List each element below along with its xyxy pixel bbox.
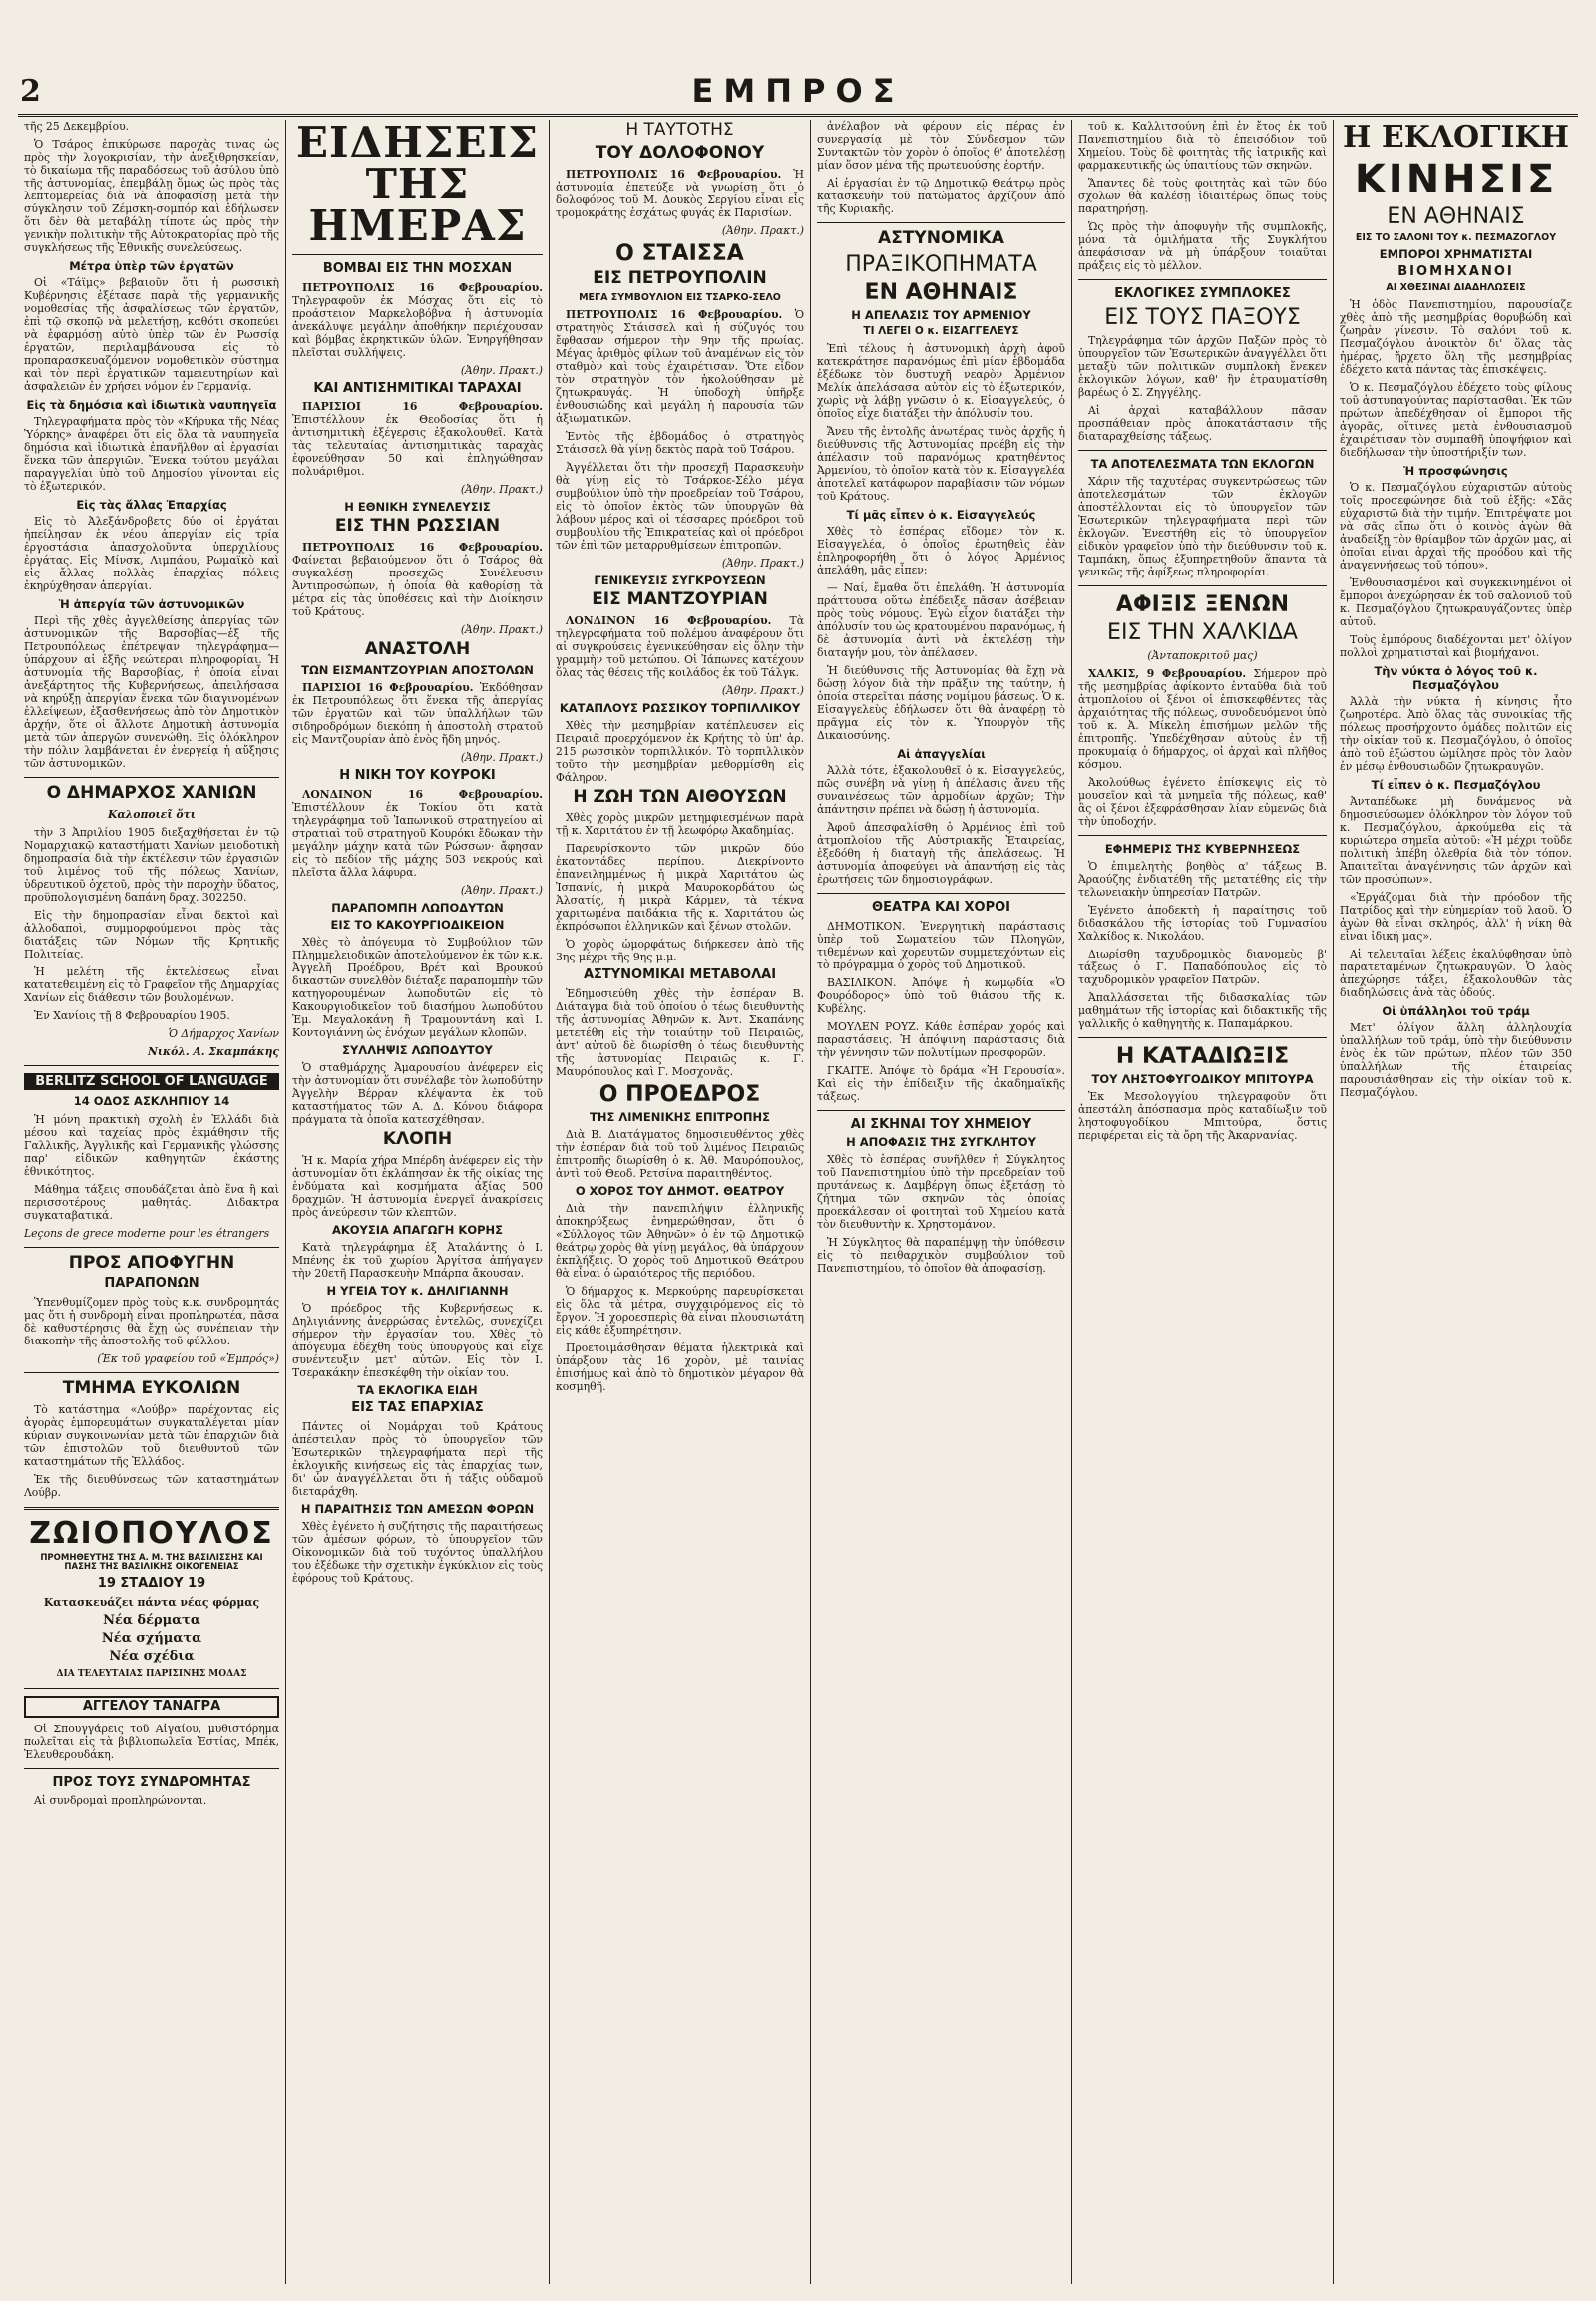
ad-text: Τὸ κατάστημα «Λούβρ» παρέχοντας εἰς ἀγορὰς ἐμπορευμάτων συγκαταλέγεται μίαν κύριαν συγκοινωνίαν μετὰ τῶν ἐπαρχιῶν διὰ τῶν ἐπιστολῶν τοῦ διευθυντοῦ τῶν καταστημάτων τῆς Ἑλλάδος.	[24, 1402, 279, 1468]
article-headline: Ο ΠΡΟΕΔΡΟΣ	[598, 1082, 761, 1108]
article-headline: Η ΥΓΕΙΑ ΤΟΥ κ. ΔΗΛΙΓΙΑΝΝΗ	[326, 1283, 509, 1298]
article-text: Χθὲς ἐγένετο ἡ συζήτησις τῆς παραιτήσεως τῶν ἀμέσων φόρων, τὸ ὑπουργεῖον τῶν Οἰκονομικῶν διὰ τοῦ τυχόντος ὑπαλλήλου του ἐξέδωκε τὴν σχετικὴν ἐγκύκλιον εἰς τοὺς ἐφόρους τοῦ Κράτους.	[292, 1519, 543, 1585]
article-headline: Ο ΧΟΡΟΣ ΤΟΥ ΔΗΜΟΤ. ΘΕΑΤΡΟΥ	[575, 1184, 785, 1199]
article-text: Παρευρίσκοντο τῶν μικρῶν δύο ἑκατοντάδες περίπου. Διεκρίνοντο ἐπανειλημμένως ἡ μικρὰ Χαριτάτου ὡς Ἰσπανίς, ἡ μικρὰ Μαυροκορδάτου ὡς Ἀλσατίς, ἡ μικρὰ Κάρμεν, τὰ τέκνα χαριτωμένα παιδάκια τῆς κ. Χαριτάτου ὡς ἐκπρόσωποι ἑλληνικῶν καὶ ξένων στολῶν.	[556, 842, 804, 934]
article-headline: Η ΤΑΥΤΟΤΗΣ	[625, 120, 734, 140]
section-heading: Τί μᾶς εἶπεν ὁ κ. Εἰσαγγελεύς	[846, 508, 1036, 523]
article-text: ΠΕΤΡΟΥΠΟΛΙΣ 16 Φεβρουαρίου. Ἡ ἀστυνομία ἐπετεύξε νὰ γνωρίσῃ ὅτι ὁ δολοφόνος τοῦ Μ. Δουκὸς Σεργίου εἶναι εἷς τρομοκράτης ἐσχάτως φυγάς ἐκ Παρισίων.	[556, 167, 804, 219]
ad-headline: ΠΡΟΣ ΤΟΥΣ ΣΥΝΔΡΟΜΗΤΑΣ	[52, 1774, 251, 1790]
article-headline: Η ΠΑΡΑΙΤΗΣΙΣ ΤΩΝ ΑΜΕΣΩΝ ΦΟΡΩΝ	[300, 1501, 535, 1516]
article-headline: ΚΙΝΗΣΙΣ	[1354, 156, 1558, 202]
article-source: (Ἀθην. Πρακτ.)	[460, 623, 543, 637]
ad-subline: ΠΑΡΑΠΟΝΩΝ	[104, 1276, 200, 1292]
article-text: Περὶ τῆς χθὲς ἀγγελθείσης ἀπεργίας τῶν ἀστυνομικῶν τῆς Βαρσοβίας—ἐξ τῆς Πετρουπόλεως ἐπέτρεψαν τηλεγράφημα—ὑπάρχουν αἱ ἑξῆς νεώτεραι πληροφορίαι. Ἡ ἀστυνομία τῆς Βαρσοβίας, ἡ ὁποία εἶναι ἀνεξάρτητος τῆς Κυβερνήσεως, ἀπειλήσασα νὰ κηρύξῃ ἀπεργίαν ἕνεκα τῶν διαγινομένων ἐλλείψεων, ἐξασθενήσεως ἀπὸ τὸν Δημοτικὸν ἀρχήν, ὅτε οἱ ἄλλοτε Δημοτικὴ ἀστυνομία μετὰ τῶν ἀπεργῶν συνενώθη. Εἰς ὁλόκληρον τὴν πόλιν λαμβάνεται ἐν ἐνεργείᾳ ἡ αὔξησις τῶν ἀστυνομικῶν.	[24, 614, 279, 770]
article-headline: ΤΩΝ ΕΙΣΜΑΝΤΖΟΥΡΙΑΝ ΑΠΟΣΤΟΛΩΝ	[301, 663, 534, 678]
article-text: ΠΕΤΡΟΥΠΟΛΙΣ 16 Φεβρουαρίου. Φαίνεται βεβαιούμενον ὅτι ὁ Τσάρος θὰ συγκαλέσῃ προσεχῶς Συνέλευσιν Ἀντιπροσώπων, ἡ ὁποία θὰ καθορίσῃ τὰ μέτρα εἰς τὰς ὑποθέσεις καὶ τὴν Διοίκησιν τοῦ Κράτους.	[292, 541, 543, 619]
ad-subline: 14 ΟΔΟΣ ΑΣΚΛΗΠΙΟΥ 14	[73, 1094, 230, 1109]
article-source: (Ἀθην. Πρακτ.)	[460, 363, 543, 377]
article-text: Ὁ δήμαρχος κ. Μερκούρης παρευρίσκεται εἰς ὅλα τὰ μέτρα, συγχαιρόμενος εἰς τὸ ἔργον. Ἡ χοροεσπερὶς θὰ εἶναι πλουσιωτάτη εἰς κάθε ἐξυπηρέτησιν.	[556, 1285, 804, 1338]
article-headline: ΣΥΛΛΗΨΙΣ ΛΩΠΟΔΥΤΟΥ	[342, 1042, 493, 1057]
article-text: ΧΑΛΚΙΣ, 9 Φεβρουαρίου. Σήμερον πρὸ τῆς μεσημβρίας ἀφίκοντο ἐνταῦθα διὰ τοῦ ἀτμοπλοίου οἱ ξένοι οἱ ἐπισκεφθέντες τὰς ἀρχαιότητας τῆς πόλεως, συνοδευόμενοι ὑπὸ τοῦ κ. Ἀ. Μίκελη ἐπισήμων μελῶν τῆς ἐπιτροπῆς. Ὑπεδέχθησαν αὐτοὺς ἐν τῇ προκυμαίᾳ ὁ δήμαρχος, οἱ ἀρχαὶ καὶ πλῆθος κόσμου.	[1078, 666, 1328, 771]
article-text: ΠΕΤΡΟΥΠΟΛΙΣ 16 Φεβρουαρίου. Ὁ στρατηγὸς Στάισσελ καὶ ἡ σύζυγός του ἔφθασαν σήμερον τὴν 9ην τῆς πρωίας. Μέγας ἀριθμὸς φίλων τοῦ ἀναμένων εἰς τὸν σταθμὸν καὶ τοὺς ἐχαιρέτισαν. Ὅτε εἶδον τὸν στρατηγὸν τὸν ἠκολούθησαν μὲ ζητωκραυγάς. Ἡ ὑποδοχὴ ὑπῆρξε ἐνθουσιώδης καὶ μεγάλη ἡ παρουσία τῶν ἀξιωματικῶν.	[556, 307, 804, 425]
article-text: ΜΟΥΛΕΝ ΡΟΥΖ. Κάθε ἑσπέραν χορός καὶ παραστάσεις. Ἡ ἀπόψινη παράστασις διὰ τὴν γέννησιν τῶν πολυτίμων προσφορῶν.	[817, 1019, 1065, 1059]
article-text: Εἰς τὸ Ἀλεξάνδροβετς δύο οἱ ἐργάται ἠπείλησαν ἐκ νέου ἀπεργίαν εἰς τρία ἐργοστάσια ἀπασχολοῦντα ὑπερχιλίους ἐργάτας. Εἰς Μίνσκ, Λιμπάου, Ρωμαϊκὸ καὶ εἰς ἄλλας πολλὰς ἐπαρχίας πόλεις ἐκηρύχθησαν ἀπεργίαι.	[24, 515, 279, 592]
column-3	[549, 120, 810, 2284]
article-headline: Η ΕΚΛΟΓΙΚΗ	[1343, 120, 1569, 155]
article-headline: ΤΟΥ ΛΗΣΤΟΦΥΓΟΔΙΚΟΥ ΜΠΙΤΟΥΡΑ	[1091, 1072, 1314, 1087]
section-heading: Εἰς τὰ δημόσια καὶ ἰδιωτικὰ ναυπηγεῖα	[26, 398, 277, 412]
article-text: τοῦ κ. Καλλιτσούνη ἐπὶ ἐν ἔτος ἐκ τοῦ Πανεπιστημίου διὰ τὸ ἐπεισόδιον τοῦ Χημείου. Τοὺς δὲ φοιτητὰς τῆς ἰατρικῆς καὶ φαρμακευτικῆς ὡς ὑπαιτίους τῶν σκηνῶν.	[1078, 120, 1327, 172]
article-text: Ἐνθουσιασμένοι καὶ συγκεκινημένοι οἱ ἔμποροι ἀνεχώρησαν ἐκ τοῦ σαλονιοῦ τοῦ κ. Πεσμαζόγλου ζητωκραυγάζοντες ὑπὲρ αὐτοῦ.	[1340, 576, 1572, 629]
article-text: Ἡ διεύθυνσις τῆς Ἀστυνομίας θὰ ἔχῃ νὰ δώσῃ λόγον διὰ τὴν πρᾶξιν της ταύτην, ἡ ὁποία στερεῖται πάσης νομίμου βάσεως. Ὁ κ. Εἰσαγγελεὺς ἐδήλωσεν ὅτι θὰ ἀναφέρῃ τὸ πρᾶγμα εἰς τὸν κ. Ὑπουργὸν τῆς Δικαιοσύνης.	[817, 664, 1065, 743]
article-text: Οἱ «Τάϊμς» βεβαιοῦν ὅτι ἡ ρωσσικὴ Κυβέρνησις ἐξέτασε παρὰ τῆς γερμανικῆς νομοθεσίας τῆς ἀσφαλίσεως τῶν ἐργατῶν, ἐπὶ τῷ σκοπῷ νὰ μελετήσῃ, καθότι σκοπεύει νὰ ἐφαρμόσῃ αὐτὸ ὑπὲρ τῶν ἐν Ρωσσίᾳ ἐργατῶν, περιλαμβάνουσα εἰς τὸ προπαρασκευαζόμενον νομοθετικὸν σύστημα καὶ τὸν περὶ ἐργατικῶν ταμειευτηρίων καὶ ἀσφαλειῶν ἐν χρήσει νόμον ἐν Γερμανίᾳ.	[24, 276, 279, 393]
ad-headline: BERLITZ SCHOOL OF LANGUAGE	[24, 1073, 279, 1091]
article-text: Ὁ πρόεδρος τῆς Κυβερνήσεως κ. Δηλιγιάννης ἀνερρώσας ἐντελῶς, συνεχίζει σήμερον τὴν ἐργασίαν του. Χθὲς τὸ ἀπόγευμα ἐδέχθη τοὺς ὑπουργοὺς καὶ εἶχε συνέντευξιν μετ' αὐτῶν. Εἰς τὸν Ι. Τσερακάκην ἐπεσκέφθη τὴν οἰκίαν του.	[292, 1301, 543, 1379]
article-headline: ΕΙΣ ΤΗΝ ΡΩΣΣΙΑΝ	[334, 516, 501, 537]
article-source: (Ἀθην. Πρακτ.)	[721, 223, 804, 237]
article-headline: ΑΝΑΣΤΟΛΗ	[364, 639, 471, 660]
article-text: Ἐκ Μεσολογγίου τηλεγραφοῦν ὅτι ἀπεστάλη ἀπόσπασμα πρὸς καταδίωξιν τοῦ ληστοφυγοδίκου Μπιτούρα, ὅστις περιφέρεται εἰς τὰ ὄρη τῆς Ἀκαρνανίας.	[1078, 1090, 1327, 1143]
divider	[24, 777, 279, 778]
article-subheadline: Η ΑΠΕΛΑΣΙΣ ΤΟΥ ΑΡΜΕΝΙΟΥ	[851, 308, 1031, 323]
ad-text: Εἰς τὴν δημοπρασίαν εἶναι δεκτοὶ καὶ ἀλλοδαποὶ, συμμορφούμενοι πρὸς τὰς διατάξεις τῶν Νόμων τῆς Κρητικῆς Πολιτείας.	[24, 908, 279, 960]
divider	[24, 1372, 279, 1373]
ad-text: Νέα δέρματα	[103, 1612, 200, 1628]
article-headline: ΕΙΣ ΤΗΝ ΧΑΛΚΙΔΑ	[1107, 619, 1298, 645]
article-text: ΠΑΡΙΣΙΟΙ 16 Φεβρουαρίου. Ἐκδόθησαν ἐκ Πετρουπόλεως ὅτι ἕνεκα τῆς ἀπεργίας τῶν ἐργατῶν καὶ τῶν ὑπαλλήλων τῶν σιδηροδρόμων διεκόπη ἡ ἀποστολὴ στρατοῦ εἰς Μαντζουρίαν ἀπὸ ἑνὸς ἤδη μηνός.	[292, 681, 543, 747]
article-headline: ΕΦΗΜΕΡΙΣ ΤΗΣ ΚΥΒΕΡΝΗΣΕΩΣ	[1104, 841, 1301, 856]
article-text: — Ναί, ἔμαθα ὅτι ἐπελάθη. Ἡ ἀστυνομία πράττουσα οὕτω ἐπέδειξε πᾶσαν ἀσέβειαν πρὸς τοὺς νόμους. Ἐγὼ εἶχον διατάξει τὴν ἀπόλυσίν του ὡς κρατουμένου παρανόμως, ἡ δὲ ἀστυνομία ἀντὶ νὰ ἐκτελέσῃ τὴν διαταγήν μου, τὸν ἀπέλασεν.	[817, 581, 1065, 660]
article-headline: ΕΙΣ ΠΕΤΡΟΥΠΟΛΙΝ	[593, 267, 767, 288]
article-subheadline: ΑΙ ΧΘΕΣΙΝΑΙ ΔΙΑΔΗΛΩΣΕΙΣ	[1386, 282, 1526, 294]
page-number: 2	[20, 74, 41, 109]
article-text: Αἱ ἀρχαὶ καταβάλλουν πᾶσαν προσπάθειαν πρὸς ἀποκατάστασιν τῆς διαταραχθείσης τάξεως.	[1078, 403, 1327, 443]
article-text: Ἡ ὁδὸς Πανεπιστημίου, παρουσίαζε χθὲς ἀπὸ τῆς μεσημβρίας θορυβώδη καὶ ζωηρὰν γίνεσιν. Τὸ σαλόνι τοῦ κ. Πεσμαζόγλου ἀνοικτὸν δι' ὅλας τὰς ἡμέρας, ἤρχετο ὅλη τῆς μεσημβρίας ἐδέχετο κατὰ πάντας τὰς ἐπισκέψεις.	[1340, 298, 1572, 377]
article-headline: Η ΚΑΤΑΔΙΩΞΙΣ	[1115, 1044, 1290, 1070]
article-text: Ἅπαντες δὲ τοὺς φοιτητὰς καὶ τῶν δύο σχολῶν θὰ καλέσῃ ἰδιαιτέρως ὅπως τοὺς παρατηρήσῃ.	[1078, 177, 1327, 215]
article-text: Αἱ τελευταῖαι λέξεις ἐκαλύφθησαν ὑπὸ παρατεταμένων ζητωκραυγῶν. Ὁ λαὸς ἀπεχώρησε τάξει, ἐξακολουθῶν τὰς διαδηλώσεις ἀνὰ τὰς ὁδούς.	[1340, 948, 1572, 1000]
ad-text: Ἐν Χανίοις τῇ 8 Φεβρουαρίου 1905.	[34, 1008, 230, 1022]
article-text: ΠΕΤΡΟΥΠΟΛΙΣ 16 Φεβρουαρίου. Τηλεγραφοῦν ἐκ Μόσχας ὅτι εἰς τὸ προάστειον Μαρκελοβόβνα ἡ ἀστυνομία ἀνεκάλυψε μεγάλην ἀποθήκην περιέχουσαν καὶ βόμβας ἐκρηκτικῶν ὑλῶν. Ἐνηργήθησαν πλεῖσται συλλήψεις.	[292, 280, 543, 359]
article-headline: ΚΛΟΠΗ	[382, 1128, 453, 1149]
article-headline: Η ΑΠΟΦΑΣΙΣ ΤΗΣ ΣΥΓΚΛΗΤΟΥ	[846, 1135, 1036, 1150]
article-text: Τοὺς ἐμπόρους διαδέχονται μετ' ὀλίγον πολλοὶ χρηματισταὶ καὶ βιομήχανοι.	[1340, 633, 1572, 660]
article-text: Ἀλλὰ τὴν νύκτα ἡ κίνησις ἦτο ζωηροτέρα. Ἀπὸ ὅλας τὰς συνοικίας τῆς πόλεως προσήρχοντο ὁμάδες πολιτῶν εἰς τὴν οἰκίαν τοῦ κ. Πεσμαζόγλου, ὁ ὁποῖος ἀπὸ τοῦ ἐξώστου ὡμίλησε πρὸς τὸν λαὸν ἐν μέσῳ ἐνθουσιωδῶν ζητωκραυγῶν.	[1340, 695, 1572, 774]
article-headline: Ο ΣΤΑΙΣΣΑ	[615, 240, 744, 266]
page-section-title: ΕΙΔΗΣΕΙΣ ΤΗΣ ΗΜΕΡΑΣ	[296, 120, 539, 250]
ad-signature: Νικόλ. Α. Σκαμπάκης	[147, 1044, 279, 1058]
article-subheadline: ΤΙ ΛΕΓΕΙ Ο κ. ΕΙΣΑΓΓΕΛΕΥΣ	[863, 325, 1019, 338]
article-text: Ὁ κ. Πεσμαζόγλου εὐχαριστῶν αὐτοὺς τοῖς προσεφώνησε διὰ τοῦ ἑξῆς: «Σᾶς εὐχαριστῶ διὰ τὴν τιμήν. Ἐπιτρέψατε μοι νὰ σᾶς εἴπω ὅτι ὁ κοινὸς ἀγὼν θὰ ἀναδείξῃ τὸν θρίαμβον τῶν ἀρχῶν μας, αἱ ὁποῖαι εἶναι ἀρχαὶ τῆς προόδου καὶ τῆς ἀναγεννήσεως τοῦ τόπου».	[1340, 481, 1572, 573]
article-subheadline: ΕΜΠΟΡΟΙ ΧΡΗΜΑΤΙΣΤΑΙ	[1379, 246, 1533, 261]
section-heading: Ἡ προσφώνησις	[1403, 464, 1508, 479]
article-text: Τηλεγράφημα τῶν ἀρχῶν Παξῶν πρὸς τὸ ὑπουργεῖον τῶν Ἐσωτερικῶν ἀναγγέλλει ὅτι μεταξὺ τῶν πολιτικῶν συμπλοκὴ ἕνεκεν ἐκλογικῶν λόγων, καθ' ἣν ἐτραυματίσθη βαρέως ὁ Σ. Ζηγγέλης.	[1078, 333, 1327, 399]
ad-text: τὴν 3 Ἀπριλίου 1905 διεξαχθήσεται ἐν τῷ Νομαρχιακῷ καταστήματι Χανίων μειοδοτικὴ δημοπρασία διὰ τὴν ἐκτέλεσιν τῶν ἐργασιῶν τοῦ λιμένος τοῦ τῆς πόλεως Χανίων, ὑδρευτικοῦ ὀχετοῦ, πρὸς τὴν παροχὴν ὕδατος, προϋπολογισμένη δαπάνη δραχ. 302250.	[24, 825, 279, 904]
article-headline: ΕΝ ΑΘΗΝΑΙΣ	[864, 279, 1018, 305]
article-text: ΠΑΡΙΣΙΟΙ 16 Φεβρουαρίου. Ἐπιστέλλουν ἐκ Θεοδοσίας ὅτι ἡ ἀντισημιτικὴ ἐξέγερσις ἐξακολουθεῖ. Κατὰ τὰς τελευταίας ἀντισημιτικὰς ταραχὰς ἐφονεύθησαν 50 καὶ ἐπληγώθησαν πολυάριθμοι.	[292, 400, 543, 479]
article-text: Ἀπαλλάσσεται τῆς διδασκαλίας τῶν μαθημάτων τῆς ἱστορίας καὶ διδακτικῆς τῆς γαλλικῆς ὁ καθηγητὴς κ. Παπαμάρκου.	[1078, 991, 1327, 1031]
article-headline: ΑΣΤΥΝΟΜΙΚΑ	[878, 228, 1004, 248]
section-heading: Αἱ ἀπαγγελίαι	[897, 747, 986, 762]
column-4	[810, 120, 1071, 2284]
ad-text: Μάθημα τάξεις σπουδάζεται ἀπὸ ἕνα ἢ καὶ περισσοτέρους μαθητάς. Διδακτρα συγκαταβατικά.	[24, 1182, 279, 1222]
ad-headline: ΖΩΙΟΠΟΥΛΟΣ	[29, 1515, 274, 1551]
ad-text: Ὑπενθυμίζομεν πρὸς τοὺς κ.κ. συνδρομητάς μας ὅτι ἡ συνδρομὴ εἶναι προπληρωτέα, πᾶσα δὲ καθυστέρησις θὰ ἔχῃ ὡς συνέπειαν τὴν διακοπὴν τῆς ἀποστολῆς τοῦ φύλλου.	[24, 1296, 279, 1348]
article-text: Χάριν τῆς ταχυτέρας συγκεντρώσεως τῶν ἀποτελεσμάτων τῶν ἐκλογῶν ἀποστέλλονται εἰς τὸ ὑπουργεῖον τῶν Ἐσωτερικῶν τηλεγραφήματα περὶ τῶν ἐκλογῶν. Ἐνεστήθη εἰς τὸ ὑπουργεῖον εἰδικὸν γραφεῖον ὑπὸ τὴν διεύθυνσιν τοῦ κ. Ταμπάκη, ὅπως ἐξυπηρετηθοῦν ἅπαντα τὰ γενικῶς τῆς ἀφίξεως πληροφορίαι.	[1078, 474, 1327, 578]
column-6	[1333, 120, 1578, 2284]
article-headline: ΕΝ ΑΘΗΝΑΙΣ	[1387, 203, 1525, 229]
article-text: Ἡ Σύγκλητος θὰ παραπέμψῃ τὴν ὑπόθεσιν εἰς τὸ πειθαρχικὸν συμβούλιον τοῦ Πανεπιστημίου, τὸ ὁποῖον θὰ ἀποφασίσῃ.	[817, 1236, 1065, 1276]
article-text: Ἐντὸς τῆς ἑβδομάδος ὁ στρατηγὸς Στάισσελ θὰ γίνῃ δεκτὸς παρὰ τοῦ Τσάρου.	[556, 429, 804, 456]
article-text: ΓΚΑΙΤΕ. Ἀπόψε τὸ δράμα «Ἡ Γερουσία». Καὶ εἰς τὴν ἐπίδειξιν τῆς ἀκαδημαϊκῆς τάξεως.	[817, 1063, 1065, 1103]
article-text: Ἡ κ. Μαρία χήρα Μπέρδη ἀνέφερεν εἰς τὴν ἀστυνομίαν ὅτι ἐκλάπησαν ἐκ τῆς οἰκίας της ἐνδύματα καὶ κοσμήματα ἀξίας 500 δραχμῶν. Ἡ ἀστυνομία ἐνεργεῖ ἀνακρίσεις πρὸς ἀνεύρεσιν τῶν κλεπτῶν.	[292, 1153, 543, 1219]
article-headline: ΕΙΣ ΤΟΥΣ ΠΑΞΟΥΣ	[1104, 304, 1301, 330]
article-text: ἀνέλαβον νὰ φέρουν εἰς πέρας ἐν συνεργασίᾳ μὲ τὸν Σύνδεσμον τῶν Συντακτῶν τὸν χορὸν ὁ ὁποῖος θ' ἀποτελέσῃ μίαν ὅσον μένα τῆς πρωτευούσης ἑορτήν.	[817, 120, 1065, 172]
divider	[24, 1065, 279, 1066]
section-heading: Οἱ ὑπάλληλοι τοῦ τράμ	[1382, 1004, 1530, 1019]
ad-text: Κατασκευάζει πάντα νέας φόρμας	[43, 1595, 260, 1609]
article-text: Ὁ χορὸς ὡμορφάτως διήρκεσεν ἀπὸ τῆς 3ης μέχρι τῆς 9ης μ.μ.	[556, 938, 804, 964]
ad-headline: ΑΓΓΕΛΟΥ ΤΑΝΑΓΡΑ	[24, 1696, 279, 1718]
divider	[292, 254, 543, 255]
article-text: Χθὲς τὸ ἑσπέρας εἴδομεν τὸν κ. Εἰσαγγελέα, ὁ ὁποῖος ἐρωτηθεὶς ἐὰν ἐπληροφορήθη ὅτι ὁ λόγος Ἀρμένιος ἀπελάθη, μᾶς εἶπεν:	[817, 525, 1065, 577]
section-heading: Τὴν νύκτα ὁ λόγος τοῦ κ. Πεσμαζόγλου	[1374, 664, 1538, 693]
ad-text: Ἐκ τῆς διευθύνσεως τῶν καταστημάτων Λούβρ.	[24, 1472, 279, 1499]
section-heading: Τί εἶπεν ὁ κ. Πεσμαζόγλου	[1371, 778, 1541, 793]
ad-subline: Καλοποιεῖ ὅτι	[107, 807, 197, 821]
article-text: Ἀλλὰ τότε, ἐξακολουθεῖ ὁ κ. Εἰσαγγελεύς, πῶς συνέβη νὰ γίνῃ ἡ ἀπέλασις ἄνευ τῆς συναινέσεως τῶν ἀρμοδίων ἀρχῶν; Τὴν ἀπάντησιν πρέπει νὰ δώσῃ ἡ ἀστυνομία.	[817, 764, 1065, 817]
article-headline: ΕΙΣ ΤΑΣ ΕΠΑΡΧΙΑΣ	[351, 1399, 484, 1415]
article-headline: Η ΝΙΚΗ ΤΟΥ ΚΟΥΡΟΚΙ	[339, 768, 496, 784]
article-headline: ΤΗΣ ΛΙΜΕΝΙΚΗΣ ΕΠΙΤΡΟΠΗΣ	[589, 1110, 771, 1125]
ad-signature: Ὁ Δήμαρχος Χανίων	[168, 1026, 279, 1040]
article-subheadline: ΕΙΣ ΤΟ ΣΑΛΟΝΙ ΤΟΥ κ. ΠΕΣΜΑΖΟΓΛΟΥ	[1355, 231, 1557, 243]
article-headline: ΑΦΙΞΙΣ ΞΕΝΩΝ	[1115, 591, 1290, 617]
article-subheadline: (Ἀνταποκριτοῦ μας)	[1147, 648, 1258, 662]
article-text: Διὰ τὴν πανεπιλήψιν ἑλληνικῆς ἀποκηρύξεως ἐνημερώθησαν, ὅτι ὁ «Σύλλογος τῶν Ἀθηνῶν» ὁ ἐν τῷ Δημοτικῷ θεάτρῳ χορὸς θὰ γίνῃ μεγάλος, θὰ ὑπάρχουν ἐκπλήξεις. Ὁ χορὸς τοῦ Δημοτικοῦ Θεάτρου θὰ εἶναι ὁ ὡραιότερος τῆς περιόδου.	[556, 1202, 804, 1281]
article-source: (Ἀθην. Πρακτ.)	[721, 556, 804, 570]
article-text: Τηλεγραφήματα πρὸς τὸν «Κήρυκα τῆς Νέας Ὑόρκης» ἀναφέρει ὅτι εἰς ὅλα τὰ ναυπηγεῖα δημόσια καὶ ἰδιωτικὰ ἐπανῆλθον αἱ ἐργασίαι ἕνεκα τῶν ἀπεργιῶν. Ἕνεκα τούτου μεγάλαι παραγγελίαι ὑπὸ τοῦ Δημοσίου γίνονται εἰς τὸ ἐξωτερικόν.	[24, 415, 279, 493]
article-source: (Ἀθην. Πρακτ.)	[460, 483, 543, 497]
article-text: Προετοιμάσθησαν θέματα ἠλεκτρικὰ καὶ ὑπάρξουν τὰς 16 χορὸν, μὲ ταινίας ἐπισήμως καὶ ἀπὸ τὸ δημοτικὸν μέγαρον θὰ κοσμηθῇ.	[556, 1342, 804, 1394]
article-text: Ἐπὶ τέλους ἡ ἀστυνομικὴ ἀρχὴ ἀφοῦ κατεκράτησε παρανόμως ἐπὶ μίαν ἑβδομάδα ἐξέδωκε τὸν δυστυχῆ νεαρὸν Ἀρμένιον Μελίκ ἀπελάσασα αὐτὸν εἰς τὸ ἐξωτερικόν, χωρὶς νὰ λάβῃ γνῶσιν ὁ κ. Εἰσαγγελεύς, ὁ ὁποῖος εἶχε διατάξει τὴν ἀπόλυσίν του.	[817, 342, 1065, 421]
article-text: Ἐγένετο ἀποδεκτὴ ἡ παραίτησις τοῦ διδασκάλου τῆς ἱστορίας τοῦ Γυμνασίου Χαλκίδος κ. Νικολάου.	[1078, 904, 1327, 944]
divider	[817, 222, 1065, 223]
ad-text: Ἡ μελέτη τῆς ἐκτελέσεως εἶναι κατατεθειμένη εἰς τὸ Γραφεῖον τῆς Δημαρχίας Χανίων εἰς διάθεσιν τῶν βουλομένων.	[24, 964, 279, 1004]
article-text: ΔΗΜΟΤΙΚΟΝ. Ἐνεργητικὴ παράστασις ὑπὲρ τοῦ Σωματείου τῶν Πλοηγῶν, τιθεμένων καὶ χορευτῶν συμμετεχόντων εἰς τὸ πρόγραμμα ὁ χορὸς τοῦ Δημοτικοῦ.	[817, 919, 1065, 971]
section-heading: Εἰς τὰς ἄλλας Ἐπαρχίας	[76, 498, 227, 512]
ad-headline: ΤΜΗΜΑ ΕΥΚΟΛΙΩΝ	[62, 1378, 241, 1399]
ad-headline: Ο ΔΗΜΑΡΧΟΣ ΧΑΝΙΩΝ	[46, 783, 257, 803]
divider	[1078, 585, 1327, 586]
ad-headline: ΠΡΟΣ ΑΠΟΦΥΓΗΝ	[68, 1252, 235, 1273]
article-text: Ἄνευ τῆς ἐντολῆς ἀνωτέρας τινὸς ἀρχῆς ἡ διεύθυνσις τῆς Ἀστυνομίας προέβη εἰς τὴν ἀπέλασιν τοῦ παρανόμως κρατηθέντος Ἀρμενίου, τὸ ὁποῖον κατὰ τὸν κ. Εἰσαγγελέα ἀποτελεῖ κατάφωρον παραβίασιν τῶν νόμων τοῦ Κράτους.	[817, 425, 1065, 504]
divider	[1078, 279, 1327, 280]
article-text: Χθὲς τὸ ἑσπέρας συνῆλθεν ἡ Σύγκλητος τοῦ Πανεπιστημίου ὑπὸ τὴν προεδρείαν τοῦ πρυτάνεως κ. Δαμβέργη ὅπως ἐξετάσῃ τὸ ζήτημα τῶν σκηνῶν τὰς ὁποίας προεκάλεσαν οἱ φοιτηταὶ τοῦ Χημείου κατὰ τὸν διευθυντὴν κ. Χρηστομάνον.	[817, 1153, 1065, 1232]
article-headline: ΕΙΣ ΤΟ ΚΑΚΟΥΡΓΙΟΔΙΚΕΙΟΝ	[330, 917, 505, 932]
divider	[24, 1688, 279, 1689]
article-text: Ὡς πρὸς τὴν ἀποφυγὴν τῆς συμπλοκῆς, μόνα τὰ ὁμιλήματα τῆς Συγκλήτου ἀπεφάσισαν νὰ μὴ ὑπάρξουν τοιαῦται πράξεις εἰς τὸ μέλλον.	[1078, 220, 1327, 272]
divider	[1078, 835, 1327, 836]
article-text: Ἀγγέλλεται ὅτι τὴν προσεχῆ Παρασκευὴν θὰ γίνῃ εἰς τὸ Τσάρκοε-Σέλο μέγα συμβούλιον ὑπὸ τὴν προεδρείαν τοῦ Τσάρου, εἰς τὸ ὁποῖον ἐκτὸς τῶν ὑπουργῶν θὰ λάβουν μέρος καὶ οἱ τέσσαρες πρόεδροι τοῦ συμβουλίου τῆς Ἐπικρατείας καὶ οἱ πρόεδροι τῶν ἐπὶ τῶν μεταρρυθμίσεων ἐπιτροπῶν.	[556, 460, 804, 552]
article-headline: ΘΕΑΤΡΑ ΚΑΙ ΧΟΡΟΙ	[872, 900, 1010, 916]
divider	[1078, 1037, 1327, 1038]
article-headline: ΕΚΛΟΓΙΚΕΣ ΣΥΜΠΛΟΚΕΣ	[1114, 286, 1291, 301]
article-text: Πάντες οἱ Νομάρχαι τοῦ Κράτους ἀπέστειλαν πρὸς τὸ ὑπουργεῖον τῶν Ἐσωτερικῶν τηλεγραφήματα περὶ τῆς ἐκλογικῆς κινήσεως εἰς τὰς ἐπαρχίας των, δι' ὧν ἀναγγέλλεται ὅτι ἡ τάξις οὐδαμοῦ διεταράχθη.	[292, 1419, 543, 1498]
divider	[1078, 450, 1327, 451]
ad-text: Leçons de grece moderne pour les étrangers	[24, 1226, 270, 1240]
article-text: Ὁ κ. Πεσμαζόγλου ἐδέχετο τοὺς φίλους τοῦ ἀστυπαγούντας παρίστασθαι. Ἐκ τῶν πρώτων ἀπεδέχθησαν οἱ ἔμποροι τῆς ἀγορᾶς, οἵτινες μετὰ ἐνθουσιασμοῦ ἐχαιρέτισαν τὸν συμπαθῆ ὑποψήφιον καὶ διεδήλωσαν τὴν ὑποστήριξίν των.	[1340, 381, 1572, 460]
ad-signature: (Ἐκ τοῦ γραφείου τοῦ «Ἐμπρός»)	[97, 1352, 279, 1366]
ad-text: ΔΙΑ ΤΕΛΕΥΤΑΙΑΣ ΠΑΡΙΣΙΝΗΣ ΜΟΔΑΣ	[56, 1668, 247, 1679]
column-2	[285, 120, 549, 2284]
article-text: ΒΑΣΙΛΙΚΟΝ. Ἀπόψε ἡ κωμῳδία «Ὁ Φουρόδορος» ὑπὸ τοῦ θιάσου τῆς κ. Κυβέλης.	[817, 975, 1065, 1015]
ad-text: Αἱ συνδρομαὶ προπληρώνονται.	[34, 1794, 207, 1808]
columns	[18, 120, 1578, 2284]
article-source: (Ἀθην. Πρακτ.)	[460, 751, 543, 765]
section-heading: Μέτρα ὑπὲρ τῶν ἐργατῶν	[69, 259, 234, 273]
article-subheadline: ΒΙΟΜΗΧΑΝΟΙ	[1397, 263, 1514, 279]
article-text: ΛΟΝΔΙΝΟΝ 16 Φεβρουαρίου. Τὰ τηλεγραφήματα τοῦ πολέμου ἀναφέρουν ὅτι αἱ συγκρούσεις ἐγενικεύθησαν εἰς ὅλην τὴν γραμμὴν τοῦ μετώπου. Οἱ Ἰάπωνες κατέχουν ὅλας τὰς θέσεις τῆς κοιλάδος ἐκ τοῦ Τάλγκ.	[556, 613, 804, 679]
article-subheadline: ΜΕΓΑ ΣΥΜΒΟΥΛΙΟΝ ΕΙΣ ΤΣΑΡΚΟ-ΣΕΛΟ	[579, 291, 781, 303]
article-text: Ὁ Τσάρος ἐπικύρωσε παροχὰς τινας ὡς πρὸς τὴν λογοκρισίαν, τὴν ἀνεξιθρησκείαν, τὸ δικαίωμα τῆς παραδόσεως τοῦ ἀσύλου ὑπὸ τῆς ἀστυνομίας, ἐπεμβάλῃ ὅμως ὡς πρὸς τὰς λεπτομερείας διὰ νὰ ἀποφασίσῃ μετὰ τὴν σύγκλησιν τοῦ Ζέμσκη-σομπόρ καὶ ἐδήλωσεν ὅτι δὲν θὰ μεταβάλῃ τίποτε ὡς πρὸς τὴν γενικὴν πολιτικὴν τῆς Αὐτοκρατορίας πρὸ τῆς συγκλήσεως τῆς Ἐθνικῆς συνελεύσεως.	[24, 138, 279, 254]
article-text: Ὁ σταθμάρχης Ἀμαρουσίου ἀνέφερεν εἰς τὴν ἀστυνομίαν ὅτι συνέλαβε τὸν λωποδύτην Ἀγγελὴν Βέρραν κλέψαντα ἐκ τοῦ καταστήματος τῶν Α. Δ. Κόνου διάφορα πράγματα τὰ ὁποῖα κατεσχέθησαν.	[292, 1060, 543, 1126]
article-headline: ΠΑΡΑΠΟΜΠΗ ΛΩΠΟΔΥΤΩΝ	[331, 900, 504, 915]
paper-name: ΕΜΠΡΟΣ	[691, 72, 905, 110]
article-headline: ΑΙ ΣΚΗΝΑΙ ΤΟΥ ΧΗΜΕΙΟΥ	[850, 1116, 1032, 1132]
article-text: Ἀκολούθως ἐγένετο ἐπίσκεψις εἰς τὸ μουσεῖον καὶ τὰ μνημεῖα τῆς πόλεως, καθ' ἃς οἱ ξένοι ἐξεφράσθησαν λίαν εὐμενῶς διὰ τὴν ὑποδοχήν.	[1078, 775, 1327, 828]
ad-text: Νέα σχήματα	[101, 1630, 202, 1646]
masthead	[18, 68, 1578, 117]
ad-subline: ΠΡΟΜΗΘΕΥΤΗΣ ΤΗΣ Α. Μ. ΤΗΣ ΒΑΣΙΛΙΣΣΗΣ ΚΑΙ ΠΑΣΗΣ ΤΗΣ ΒΑΣΙΛΙΚΗΣ ΟΙΚΟΓΕΝΕΙΑΣ	[40, 1553, 263, 1573]
article-headline: Η ΖΩΗ ΤΩΝ ΑΙΘΟΥΣΩΝ	[573, 786, 787, 807]
ad-text: Οἱ Σπουγγάρεις τοῦ Αἰγαίου, μυθιστόρημα πωλεῖται εἰς τὰ βιβλιοπωλεῖα Ἑστίας, Μπέκ, Ἐλευθερουδάκη.	[24, 1722, 279, 1761]
article-headline: ΤΑ ΕΚΛΟΓΙΚΑ ΕΙΔΗ	[357, 1382, 478, 1397]
article-headline: ΓΕΝΙΚΕΥΣΙΣ ΣΥΓΚΡΟΥΣΕΩΝ	[594, 573, 766, 587]
divider	[817, 1110, 1065, 1111]
article-source: (Ἀθην. Πρακτ.)	[721, 683, 804, 697]
ad-subline: 19 ΣΤΑΔΙΟΥ 19	[97, 1576, 206, 1592]
column-1	[18, 120, 285, 2284]
article-text: Μετ' ὀλίγον ἄλλη ἀλληλουχία ὑπαλλήλων τοῦ τράμ, ὑπὸ τὴν διεύθυνσιν ἑνὸς ἐκ τῶν πρώτων, πλέον τῶν 350 ὑπαλλήλων τῆς ἑταιρείας παρουσιάσθησαν εἰς τὴν οἰκίαν τοῦ κ. Πεσμαζόγλου.	[1340, 1021, 1572, 1100]
article-text: Ἐδημοσιεύθη χθὲς τὴν ἑσπέραν Β. Διάταγμα διὰ τοῦ ὁποίου ὁ τέως διευθυντὴς τῆς ἀστυνομίας Ἀθηνῶν κ. Ἀντ. Σκαπάνης μετετέθη εἰς τὴν τοιαύτην τοῦ Πειραιῶς, ἀντ' αὐτοῦ δὲ διωρίσθη ὁ τέως διευθυντὴς τῆς ἀστυνομίας Πειραιῶς κ. Γ. Μαυρόπουλος καὶ Γ. Μοσχονᾶς.	[556, 987, 804, 1079]
article-headline: ΕΙΣ ΜΑΝΤΖΟΥΡΙΑΝ	[592, 588, 768, 609]
divider	[24, 1247, 279, 1248]
article-text: Αἱ ἐργασίαι ἐν τῷ Δημοτικῷ Θεάτρῳ πρὸς κατασκευὴν τοῦ πατώματος ἀρχίζουν ἀπὸ τῆς Κυριακῆς.	[817, 177, 1065, 215]
article-headline: ΤΟΥ ΔΟΛΟΦΟΝΟΥ	[595, 142, 765, 163]
article-text: Χθὲς χορὸς μικρῶν μετημφιεσμένων παρὰ τῇ κ. Χαριτάτου ἐν τῇ λεωφόρῳ Ἀκαδημίας.	[556, 811, 804, 838]
article-headline: ΑΚΟΥΣΙΑ ΑΠΑΓΩΓΗ ΚΟΡΗΣ	[331, 1222, 504, 1237]
article-text: Κατὰ τηλεγράφημα ἐξ Ἀταλάντης ὁ Ι. Μπένης ἐκ τοῦ χωρίου Ἀργίτσα ἀπήγαγεν τὴν 20ετῆ Παρασκευὴν Μπάρπα ἄκουσαν.	[292, 1240, 543, 1280]
article-headline: ΠΡΑΞΙΚΟΠΗΜΑΤΑ	[845, 251, 1037, 277]
divider	[24, 1507, 279, 1510]
article-text: ΛΟΝΔΙΝΟΝ 16 Φεβρουαρίου. Ἐπιστέλλουν ἐκ Τοκίου ὅτι κατὰ τηλεγράφημα τοῦ Ἰαπωνικοῦ στρατηγείου αἱ στρατιαὶ τοῦ στρατηγοῦ Κουρόκι ἔδωκαν τὴν μεγάλην μάχην κατὰ τῶν Ρώσσων· ἄφησαν εἰς τὸ πεδίον τῆς μάχης 503 νεκρούς καὶ πλεῖστα ἄλλα λάφυρα.	[292, 787, 543, 879]
article-text: Ὁ ἐπιμελητὴς βοηθὸς α' τάξεως Β. Ἀραούζης ἐνδιατέθη τῆς μετατέθης εἰς τὴν τελωνειακὴν ὑπηρεσίαν Πατρῶν.	[1078, 860, 1327, 900]
article-text: Ἀνταπέδωκε μὴ δυνάμενος νὰ δημοσιεύσωμεν ὁλόκληρον τὸν λόγον τοῦ κ. Πεσμαζόγλου, ἀρκούμεθα εἰς τὰ κυριώτερα σημεῖα αὐτοῦ: «Ἡ μέχρι τοῦδε πολιτικὴ ἀπέβη ὀλεθρία διὰ τὸν τόπον. Ἀπαιτεῖται ἀναγέννησις τῶν ἀρχῶν καὶ τῶν προσώπων».	[1340, 795, 1572, 887]
article-headline: ΚΑΤΑΠΛΟΥΣ ΡΩΣΣΙΚΟΥ ΤΟΡΠΙΛΛΙΚΟΥ	[559, 700, 801, 715]
article-headline: ΤΑ ΑΠΟΤΕΛΕΣΜΑΤΑ ΤΩΝ ΕΚΛΟΓΩΝ	[1090, 456, 1315, 471]
article-text: Ἀφοῦ ἀπεσφαλίσθη ὁ Ἀρμένιος ἐπὶ τοῦ ἀτμοπλοίου τῆς Αὐστριακῆς Ἑταιρείας, ἐξεδόθη ἡ διαταγὴ τῆς ἀπελάσεως. Ἡ ἀστυνομία ἀποφεύγει νὰ ἀπαντήσῃ εἰς τὰς ἐρωτήσεις τῶν δημοσιογράφων.	[817, 821, 1065, 887]
article-text: Διωρίσθη ταχυδρομικὸς διανομεὺς β' τάξεως ὁ Γ. Παπαδόπουλος εἰς τὸ ταχυδρομικὸν γραφεῖον Πατρῶν.	[1078, 948, 1327, 987]
article-text: Διὰ Β. Διατάγματος δημοσιευθέντος χθὲς τὴν ἑσπέραν διὰ τοῦ τοῦ λιμένος Πειραιῶς ἐπιτροπῆς διωρίσθη ὁ κ. Ἀθ. Μαυρόπουλος, ἀντὶ τοῦ Θεοδ. Ρετσίνα παραιτηθέντος.	[556, 1128, 804, 1181]
article-text: Χθὲς τὸ ἀπόγευμα τὸ Συμβούλιον τῶν Πλημμελειοδικῶν ἀποτελούμενον ἐκ τῶν κ.κ. Ἀγγελῆ Προέδρου, Βρέτ καὶ Βρουκού δικαστῶν συνελθὸν διέταξε παραπομπὴν τῶν κατηγορουμένων λωποδυτῶν εἰς τὸ Κακουργιοδικεῖον τοῦ διασήμου λωποδύτου Ἐμ. Μεγαλοκάνη ἢ Τραμουντάνη καὶ Ι. Κοντογιάννη ὡς ἐνόχων μεγάλων κλοπῶν.	[292, 935, 543, 1039]
article-headline: Η ΕΘΝΙΚΗ ΣΥΝΕΛΕΥΣΙΣ	[344, 500, 491, 515]
article-source: (Ἀθην. Πρακτ.)	[460, 883, 543, 897]
article-headline: ΚΑΙ ΑΝΤΙΣΗΜΙΤΙΚΑΙ ΤΑΡΑΧΑΙ	[313, 380, 522, 396]
divider	[24, 1768, 279, 1769]
article-headline: ΑΣΤΥΝΟΜΙΚΑΙ ΜΕΤΑΒΟΛΑΙ	[583, 967, 777, 983]
article-text: Χθὲς τὴν μεσημβρίαν κατέπλευσεν εἰς Πειραιᾶ προερχόμενον ἐκ Κρήτης τὸ ὑπ' ἀρ. 215 ρωσσικὸν τορπιλλικόν. Τὸ τορπιλλικὸν τοῦτο τὴν μεσημβρίαν μεθορμίσθη εἰς Φάληρον.	[556, 718, 804, 784]
ad-text: Νέα σχέδια	[109, 1648, 195, 1664]
section-heading: Ἡ ἀπεργία τῶν ἀστυνομικῶν	[58, 597, 245, 611]
ad-text: Ἡ μόνη πρακτικὴ σχολὴ ἐν Ἑλλάδι διὰ μέσου καὶ ταχείας πρὸς ἐκμάθησιν τῆς Γαλλικῆς, Ἀγγλικῆς καὶ Γερμανικῆς γλώσσης παρ' εἰδικῶν καθηγητῶν ἐκάστης ἐθνικότητος.	[24, 1112, 279, 1178]
article-text: τῆς 25 Δεκεμβρίου.	[24, 120, 130, 133]
article-headline: ΒΟΜΒΑΙ ΕΙΣ ΤΗΝ ΜΟΣΧΑΝ	[322, 261, 513, 276]
column-5	[1071, 120, 1333, 2284]
article-text: «Ἐργάζομαι διὰ τὴν πρόοδον τῆς Πατρίδος καὶ τὴν εὐημερίαν τοῦ λαοῦ. Ὁ ἀγὼν θὰ εἶναι σκληρός, ἀλλ' ἡ νίκη θὰ εἶναι ἰδική μας».	[1340, 891, 1572, 944]
divider	[817, 893, 1065, 894]
